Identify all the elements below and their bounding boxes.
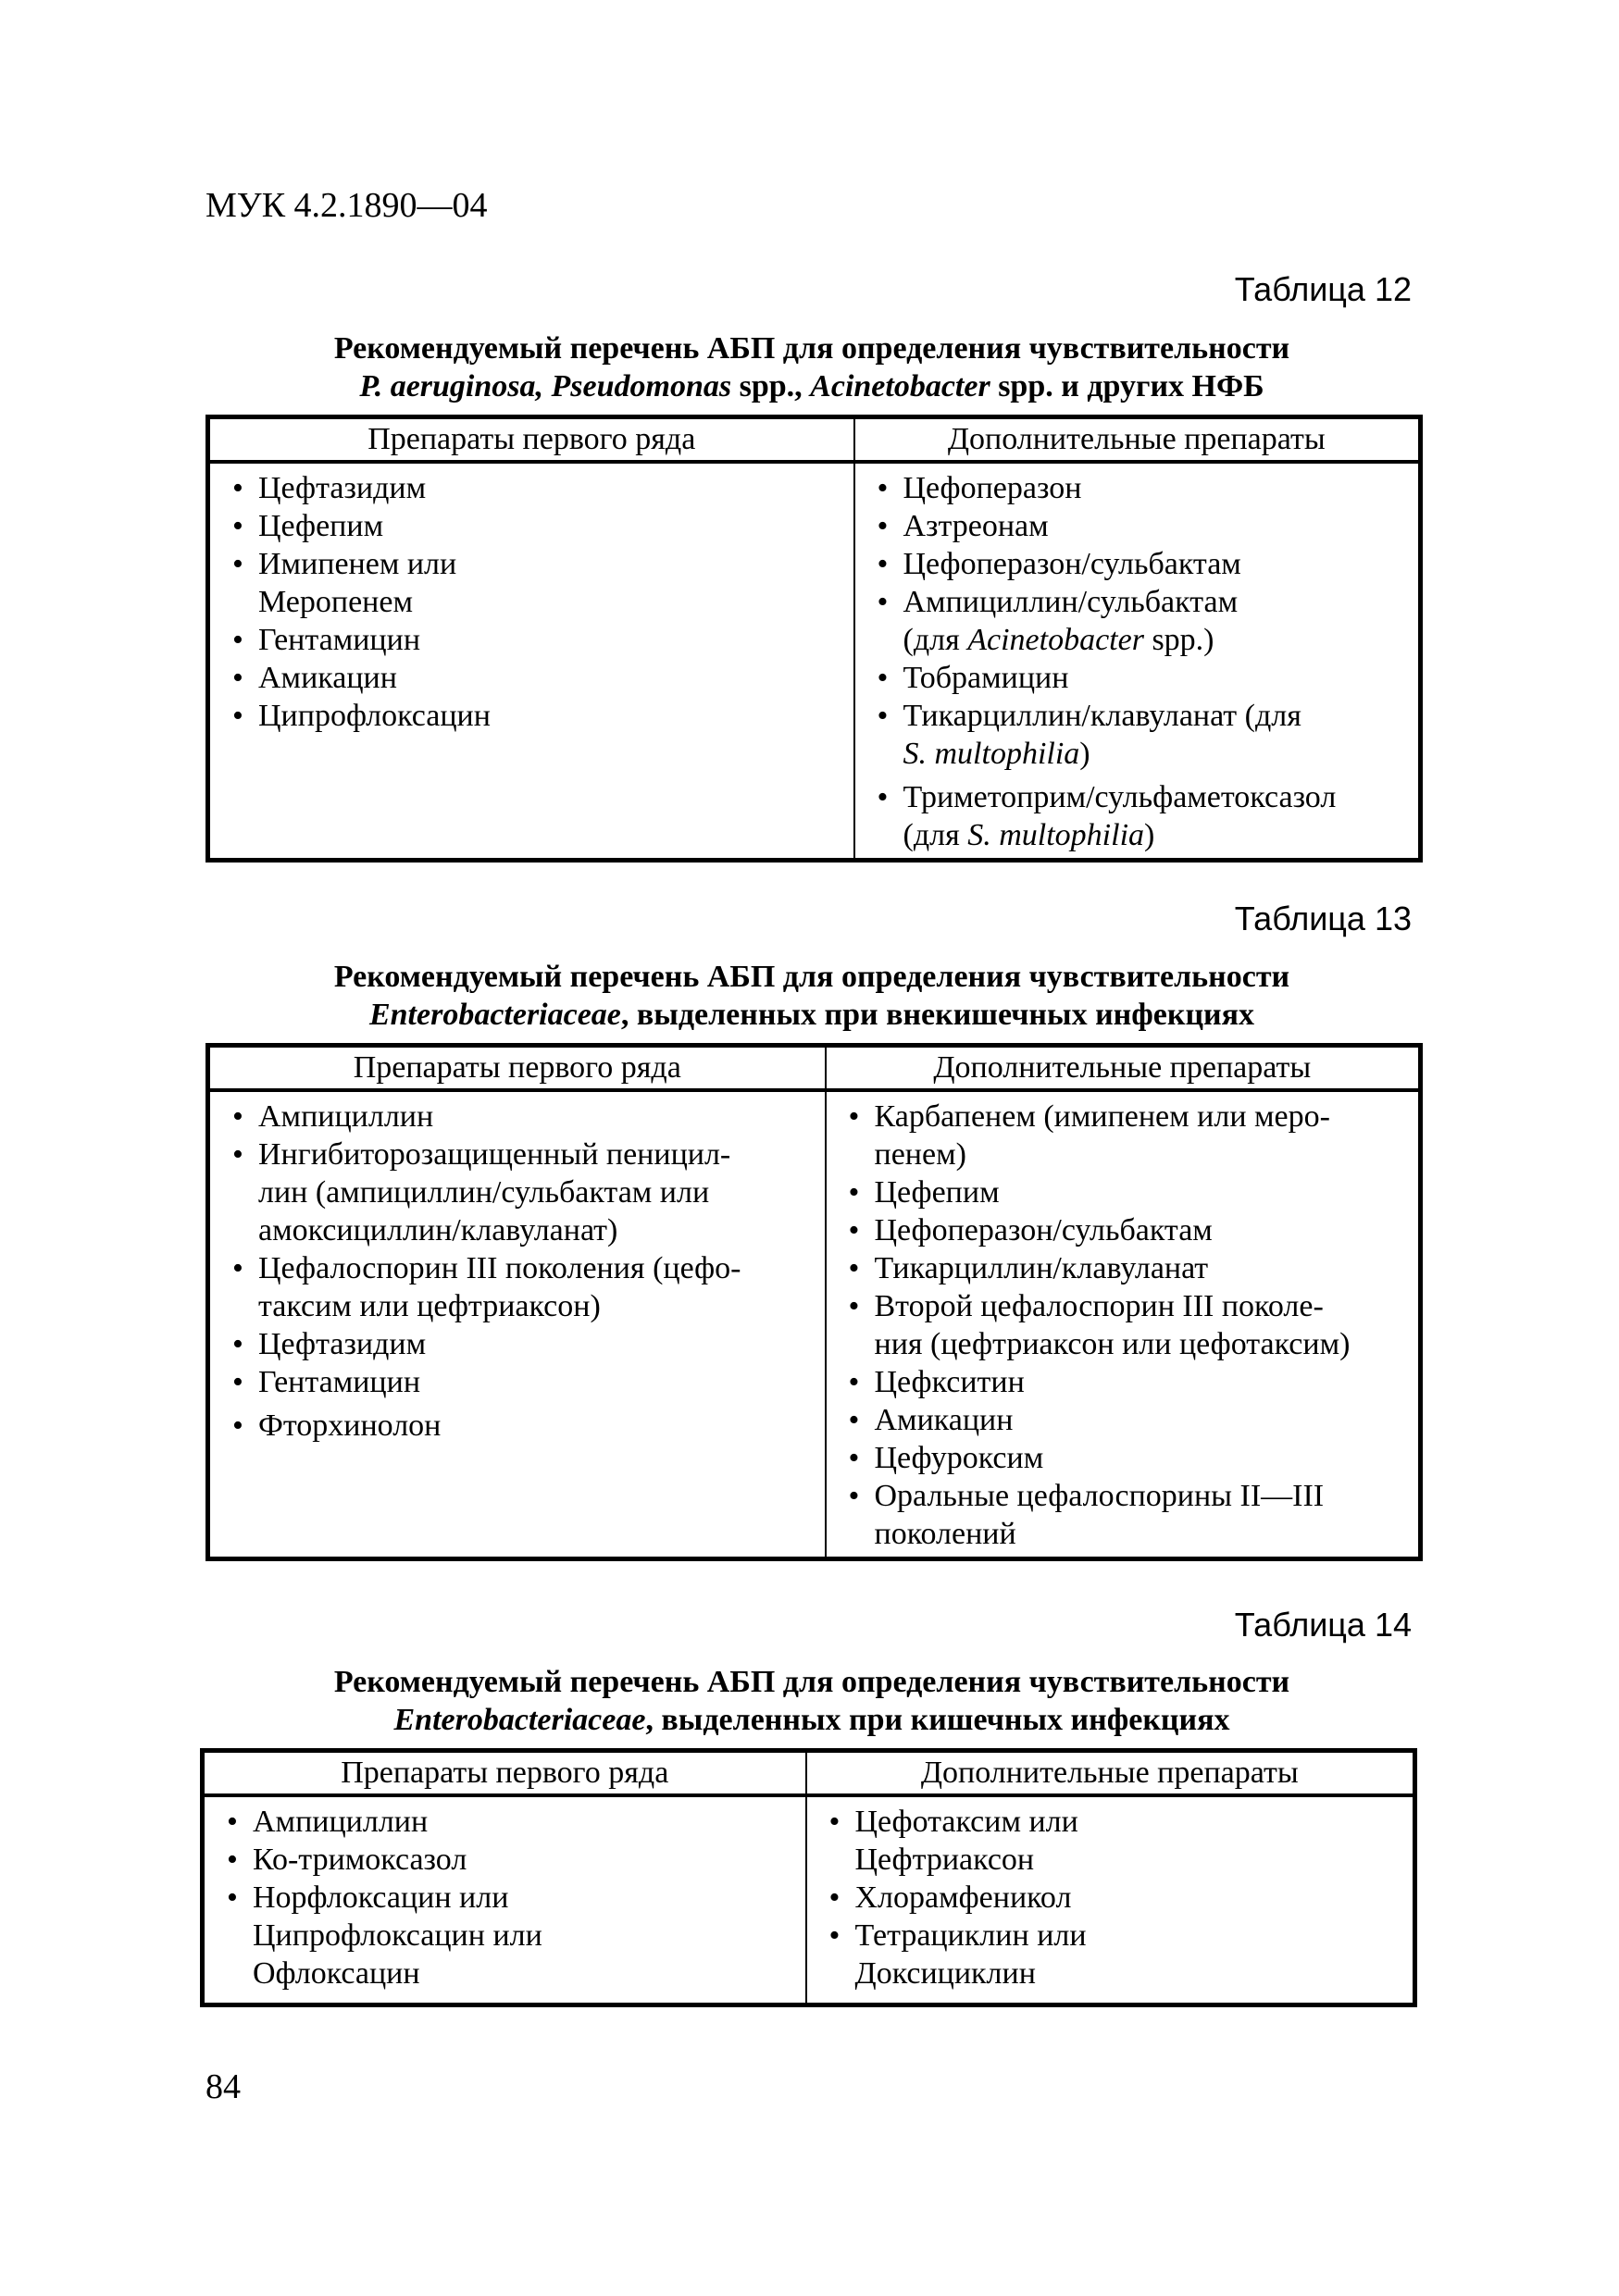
- additional-drugs: [854, 462, 1421, 861]
- list-item: • Гентамицин: [232, 1363, 819, 1401]
- column-header: Дополнительные препараты: [854, 417, 1421, 463]
- drug-table: [205, 415, 1423, 863]
- list-item: • Цефотаксим или Цефтриаксон: [829, 1803, 1408, 1879]
- column-header: Препараты первого ряда: [208, 417, 854, 463]
- list-item: • Цефкситин: [849, 1363, 1414, 1401]
- list-item: • Цефтазидим: [232, 469, 848, 507]
- list-item: • Цефалоспорин III поколения (цефо- таксим или цефтриаксон): [232, 1249, 819, 1325]
- list-item: • Второй цефалоспорин III поколе- ния (цефтриаксон или цефотаксим): [849, 1287, 1414, 1363]
- table-title-line2: Enterobacteriaceae, выделенных при внекишечных инфекциях: [368, 998, 1255, 1032]
- first-line-drugs: [203, 1795, 806, 2005]
- list-item: • Амикацин: [232, 659, 848, 697]
- list-item: • Цефепим: [232, 507, 848, 545]
- page-number: 84: [205, 2067, 241, 2106]
- list-item: • Цефтазидим: [232, 1325, 819, 1363]
- first-line-drugs: [208, 462, 854, 861]
- list-item: • Триметоприм/сульфаметоксазол (для S. multophilia): [878, 778, 1414, 854]
- list-item: • Азтреонам: [878, 507, 1414, 545]
- additional-drugs: [806, 1795, 1415, 2005]
- list-item: • Ампициллин: [227, 1803, 800, 1841]
- table-label: Таблица 12: [1234, 270, 1412, 308]
- list-item: • Оральные цефалоспорины II—III поколений: [849, 1477, 1414, 1553]
- table-title-line1: Рекомендуемый перечень АБП для определения чувствительности: [333, 331, 1290, 366]
- drug-table: [200, 1748, 1417, 2007]
- list-item: • Цефоперазон: [878, 469, 1414, 507]
- table-title-line2: P. aeruginosa, Pseudomonas spp., Acinetobacter spp. и других НФБ: [359, 369, 1264, 403]
- running-head: МУК 4.2.1890—04: [205, 186, 488, 225]
- list-item: • Ципрофлоксацин: [232, 697, 848, 735]
- first-line-drugs: [208, 1090, 826, 1559]
- list-item: • Цефоперазон/сульбактам: [849, 1211, 1414, 1249]
- list-item: • Ампициллин: [232, 1098, 819, 1136]
- list-item: • Ко-тримоксазол: [227, 1841, 800, 1879]
- list-item: • Тикарциллин/клавуланат (для S. multophilia): [878, 697, 1414, 773]
- list-item: • Тикарциллин/клавуланат: [849, 1249, 1414, 1287]
- column-header: Дополнительные препараты: [806, 1751, 1415, 1796]
- list-item: • Ингибиторозащищенный пеницил- лин (ампициллин/сульбактам или амоксициллин/клавуланат): [232, 1136, 819, 1249]
- list-item: • Цефоперазон/сульбактам: [878, 545, 1414, 583]
- column-header: Препараты первого ряда: [208, 1046, 826, 1091]
- list-item: • Имипенем или Меропенем: [232, 545, 848, 621]
- list-item: • Тобрамицин: [878, 659, 1414, 697]
- list-item: • Гентамицин: [232, 621, 848, 659]
- drug-table: [205, 1043, 1423, 1561]
- list-item: • Цефуроксим: [849, 1439, 1414, 1477]
- additional-drugs: [826, 1090, 1421, 1559]
- list-item: • Тетрациклин или Доксициклин: [829, 1917, 1408, 1992]
- list-item: • Фторхинолон: [232, 1407, 819, 1445]
- table-label: Таблица 13: [1234, 900, 1412, 937]
- table-title-line1: Рекомендуемый перечень АБП для определения чувствительности: [333, 960, 1290, 994]
- column-header: Дополнительные препараты: [826, 1046, 1421, 1091]
- list-item: • Карбапенем (имипенем или меро- пенем): [849, 1098, 1414, 1173]
- list-item: • Амикацин: [849, 1401, 1414, 1439]
- table-title: [205, 1663, 1418, 1739]
- list-item: • Ампициллин/сульбактам (для Acinetobacter spp.): [878, 583, 1414, 659]
- list-item: • Хлорамфеникол: [829, 1879, 1408, 1917]
- table-label: Таблица 14: [1234, 1606, 1412, 1644]
- list-item: • Норфлоксацин или Ципрофлоксацин или Офлоксацин: [227, 1879, 800, 1992]
- table-title-line1: Рекомендуемый перечень АБП для определения чувствительности: [333, 1665, 1290, 1699]
- table-title: [205, 958, 1418, 1034]
- column-header: Препараты первого ряда: [203, 1751, 806, 1796]
- list-item: • Цефепим: [849, 1173, 1414, 1211]
- table-title-line2: Enterobacteriaceae, выделенных при кишечных инфекциях: [393, 1703, 1230, 1737]
- table-title: [205, 329, 1418, 405]
